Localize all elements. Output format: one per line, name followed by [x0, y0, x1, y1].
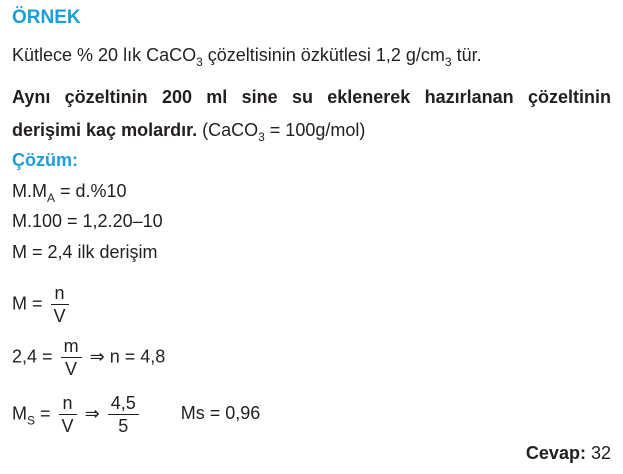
- example-title: ÖRNEK: [12, 7, 81, 28]
- fraction-n-over-v: $\frac{n}{V}$: [51, 283, 69, 326]
- problem-line-2: Aynı çözeltinin 200 ml sine su eklenerek hazırlanan çözeltinin: [12, 87, 611, 107]
- solution-label: Çözüm:: [12, 150, 78, 170]
- problem-line-1: Kütlece % 20 lık CaCO$_3$ çözeltisinin özkütlesi 1,2 $g/cm_3$ tür.: [12, 45, 482, 69]
- equation-2: M.100 = 1,2.20–10: [12, 211, 163, 231]
- equation-4: M = $\frac{n}{V}$: [12, 283, 72, 326]
- equation-3: M = 2,4 ilk derişim: [12, 242, 158, 262]
- equation-1: $M.M_A = d.\%10$: [12, 181, 127, 205]
- fraction-n-over-v-2: $\frac{n}{V}$: [59, 393, 77, 436]
- answer: Cevap: 32: [525, 443, 611, 463]
- fraction-m-over-v: $\frac{m}{V}$: [61, 336, 82, 379]
- implies-arrow: ⇒: [89, 346, 105, 367]
- problem-line-3: derişimi kaç molardır. (CaCO$_3$ = 100g/mol): [12, 120, 366, 144]
- fraction-4-5-over-5: $\frac{4,5}{5}$: [108, 393, 139, 436]
- equation-6: $M_S$ = $\frac{n}{V}$ ⇒ $\frac{4,5}{5}$ Ms = 0,96: [12, 393, 261, 436]
- final-result: Ms = 0,96: [180, 403, 261, 424]
- implies-arrow-2: ⇒: [84, 403, 100, 424]
- equation-5: 2,4 = $\frac{m}{V}$ ⇒ n = 4,8: [12, 336, 166, 379]
